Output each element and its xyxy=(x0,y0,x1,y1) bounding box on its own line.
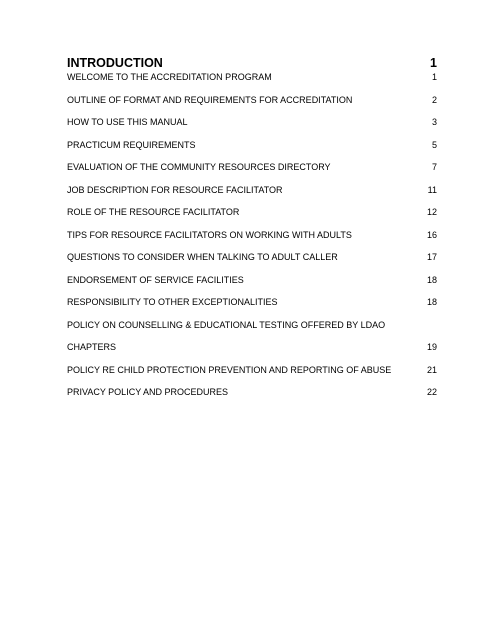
toc-entry-page: 16 xyxy=(426,230,437,240)
toc-entry xyxy=(67,207,437,218)
toc-heading-page: 1 xyxy=(430,56,437,70)
toc-entry-title: ROLE OF THE RESOURCE FACILITATOR xyxy=(67,207,240,217)
toc-entry-title: POLICY RE CHILD PROTECTION PREVENTION AND REPORTING OF ABUSE xyxy=(67,365,392,375)
toc-entry xyxy=(67,72,437,83)
toc-heading xyxy=(67,57,437,70)
toc-entry xyxy=(67,320,437,331)
toc-entry-page: 19 xyxy=(426,342,437,352)
toc-entry-title: PRIVACY POLICY AND PROCEDURES xyxy=(67,387,229,397)
toc-entry-page: 18 xyxy=(426,275,437,285)
toc-entry xyxy=(67,275,437,286)
toc-entry-page: 12 xyxy=(426,207,437,217)
toc-entry xyxy=(67,342,437,353)
toc-heading-title: INTRODUCTION xyxy=(67,56,163,70)
toc-entry xyxy=(67,185,437,196)
toc-entry-title: PRACTICUM REQUIREMENTS xyxy=(67,140,196,150)
toc-entry-title: EVALUATION OF THE COMMUNITY RESOURCES DIRECTORY xyxy=(67,162,331,172)
toc-entry-title: POLICY ON COUNSELLING & EDUCATIONAL TESTING OFFERED BY LDAO xyxy=(67,320,386,330)
toc-entry-title: WELCOME TO THE ACCREDITATION PROGRAM xyxy=(67,72,272,82)
toc-entry-title: QUESTIONS TO CONSIDER WHEN TALKING TO ADULT CALLER xyxy=(67,252,338,262)
toc-entry-title: OUTLINE OF FORMAT AND REQUIREMENTS FOR ACCREDITATION xyxy=(67,95,353,105)
toc-entry-page: 5 xyxy=(431,140,437,150)
toc-entry-title: JOB DESCRIPTION FOR RESOURCE FACILITATOR xyxy=(67,185,283,195)
toc-entry xyxy=(67,162,437,173)
toc-entry xyxy=(67,387,437,398)
toc-entry-page: 22 xyxy=(426,387,437,397)
toc-entry xyxy=(67,140,437,151)
toc-entry-page: 7 xyxy=(431,162,437,172)
toc-entry-page: 3 xyxy=(431,117,437,127)
toc-entry-title: RESPONSIBILITY TO OTHER EXCEPTIONALITIES xyxy=(67,297,278,307)
toc-entry-page: 17 xyxy=(426,252,437,262)
toc-entry-title: TIPS FOR RESOURCE FACILITATORS ON WORKING WITH ADULTS xyxy=(67,230,352,240)
table-of-contents xyxy=(67,56,437,397)
toc-entry xyxy=(67,95,437,106)
toc-entry xyxy=(67,365,437,376)
toc-entry-page: 1 xyxy=(431,72,437,82)
toc-entry-title: ENDORSEMENT OF SERVICE FACILITIES xyxy=(67,275,244,285)
toc-entry-title: HOW TO USE THIS MANUAL xyxy=(67,117,188,127)
toc-entry-page: 11 xyxy=(427,185,437,195)
toc-entry-page: 18 xyxy=(426,297,437,307)
toc-entry xyxy=(67,297,437,308)
toc-entry-page: 21 xyxy=(426,365,437,375)
toc-entry xyxy=(67,230,437,241)
toc-entry xyxy=(67,252,437,263)
toc-entry-page: 2 xyxy=(431,95,437,105)
toc-entry xyxy=(67,117,437,128)
toc-entry-title: CHAPTERS xyxy=(67,342,117,352)
